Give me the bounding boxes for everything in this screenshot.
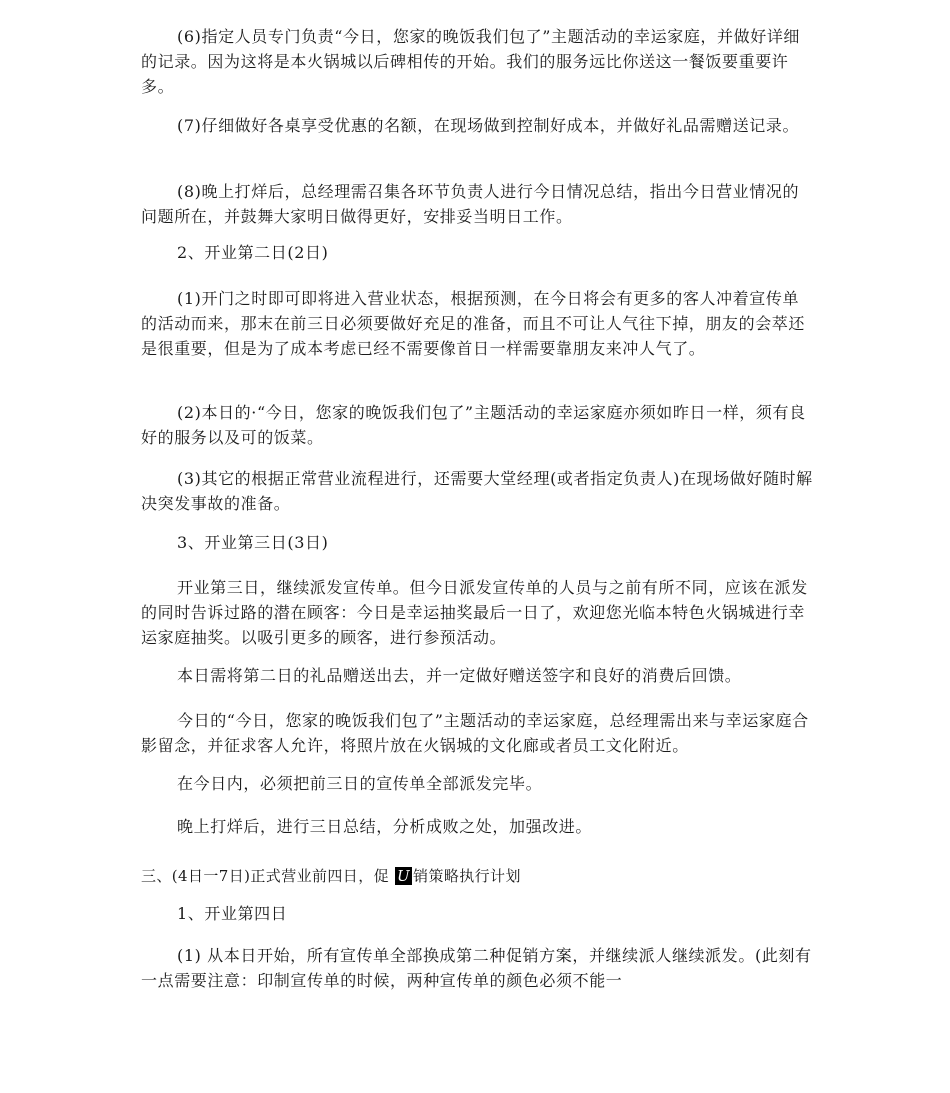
paragraph-day2-1: (1)开门之时即可即将进入营业状态，根据预测，在今日将会有更多的客人冲着宣传单的活动而来，那末在前三日必须要做好充足的准备，而且不可让人气往下掉，朋友的会萃还是很重要，但是为了成本考虑已经不需要像首日一样需要靠朋友来冲人气了。 (141, 289, 806, 358)
paragraph-day3-5: 晚上打烊后，进行三日总结，分析成败之处，加强改进。 (177, 817, 593, 836)
paragraph-6: (6)指定人员专门负责“今日，您家的晚饭我们包了”主题活动的幸运家庭，并做好详细的记录。因为这将是本火锅城以后碑相传的开始。我们的服务远比你送这一餐饭要重要许多。 (141, 27, 801, 96)
paragraph-day2-2: (2)本日的·“今日，您家的晚饭我们包了”主题活动的幸运家庭亦须如昨日一样，须有良好的服务以及可的饭菜。 (141, 403, 806, 447)
paragraph-7: (7)仔细做好各桌享受优惠的名额，在现场做到控制好成本，并做好礼品需赠送记录。 (177, 116, 800, 135)
paragraph-day3-3: 今日的“今日，您家的晚饭我们包了”主题活动的幸运家庭，总经理需出来与幸运家庭合影留念，并征求客人允许，将照片放在火锅城的文化廊或者员工文化附近。 (141, 711, 809, 755)
paragraph-8: (8)晚上打烊后，总经理需召集各环节负责人进行今日情况总结，指出今日营业情况的问题所在，并鼓舞大家明日做得更好，安排妥当明日工作。 (141, 182, 800, 226)
section-3-heading (141, 864, 813, 889)
paragraph-day3-1: 开业第三日，继续派发宣传单。但今日派发宣传单的人员与之前有所不同，应该在派发的同时告诉过路的潜在顾客：今日是幸运抽奖最后一日了，欢迎您光临本特色火锅城进行幸运家庭抽奖。以吸引更多的顾客，进行参预活动。 (141, 578, 808, 647)
paragraph-day3-4: 在今日内，必须把前三日的宣传单全部派发完毕。 (177, 774, 543, 793)
section-3-heading-part-1: 三、(4日一7日)正式营业前四日，促 (141, 867, 389, 885)
paragraph-day3-2: 本日需将第二日的礼品赠送出去，并一定做好赠送签字和良好的消费后回馈。 (177, 666, 742, 685)
paragraph-day2-3: (3)其它的根据正常营业流程进行，还需要大堂经理(或者指定负责人)在现场做好随时解决突发事故的准备。 (141, 469, 813, 513)
heading-day-2: 2、开业第二日(2日) (177, 243, 329, 262)
paragraph-day4-1: (1) 从本日开始，所有宣传单全部换成第二种促销方案，并继续派人继续派发。(此刻有一点需要注意：印制宣传单的时候，两种宣传单的颜色必须不能一 (141, 946, 812, 990)
heading-day-3: 3、开业第三日(3日) (177, 533, 329, 552)
highlighted-character: U (397, 867, 411, 885)
heading-day-4: 1、开业第四日 (177, 904, 288, 923)
section-3-heading-part-2: 销策略执行计划 (413, 867, 521, 885)
